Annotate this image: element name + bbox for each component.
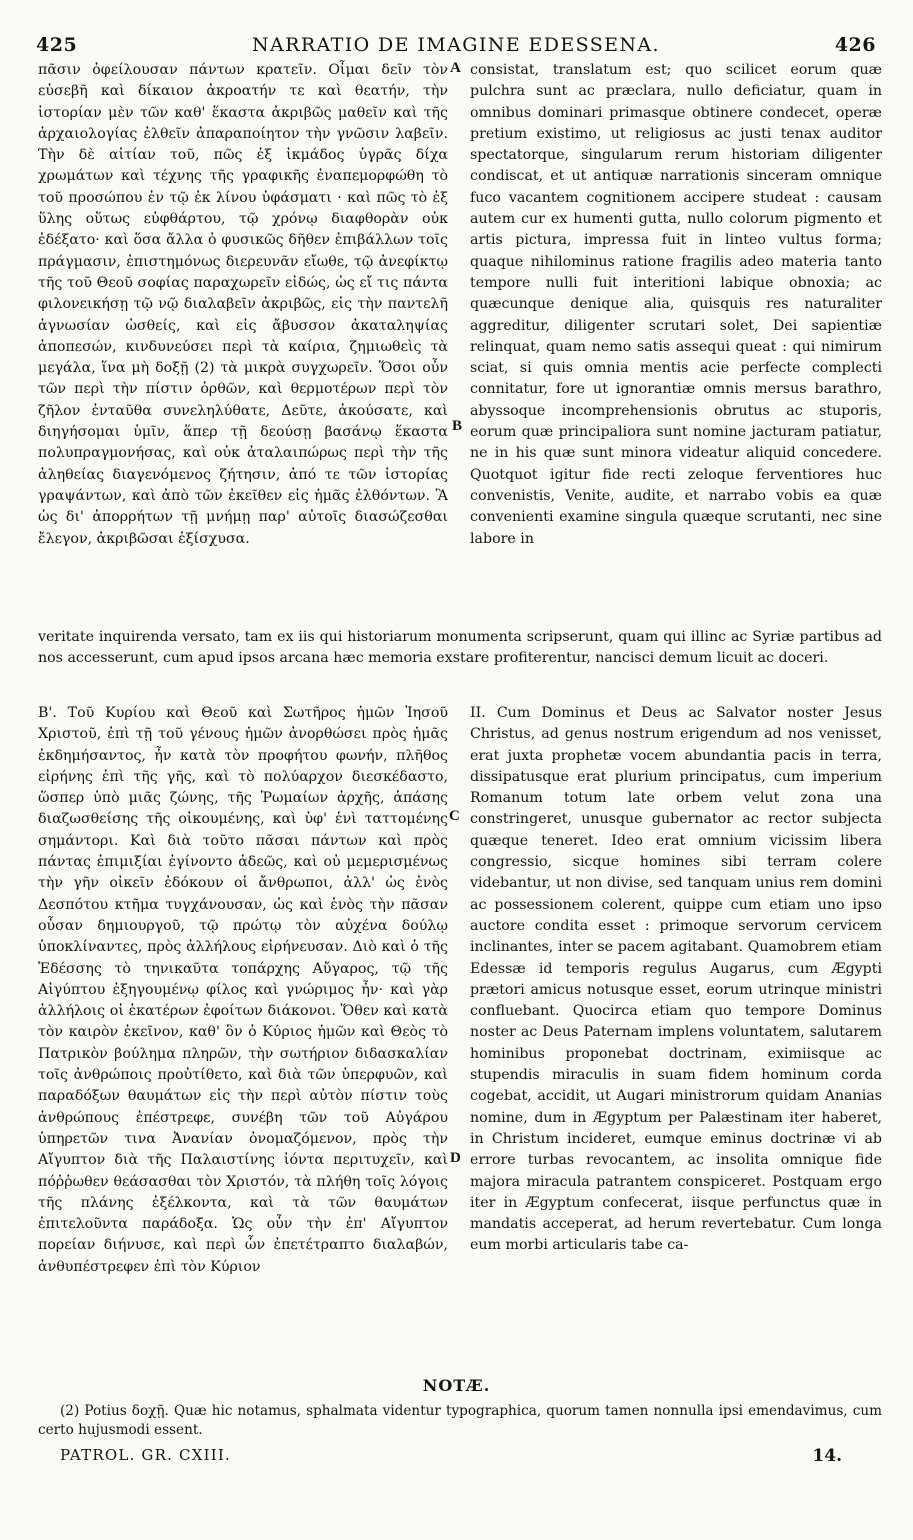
page-number-left: 425 (36, 34, 78, 56)
greek-column-section-2 (38, 703, 448, 1278)
running-header (36, 34, 876, 56)
signature-mark: PATROL. GR. CXIII. (60, 1446, 231, 1464)
latin-column-section-2 (470, 703, 882, 1257)
page-footer (38, 1446, 882, 1468)
greek-column-section-1 (38, 60, 448, 550)
latin-column-section-1 (470, 60, 882, 550)
margin-marker-c: C (449, 808, 460, 824)
gathering-number: 14. (812, 1446, 842, 1466)
footnote (38, 1402, 882, 1440)
margin-marker-d: D (450, 1150, 461, 1166)
footnote-text: (2) Potius δοχῇ. Quæ hic notamus, sphalmata videntur typographica, quorum tamen nonnulla ipsi emendavimus, cum certo hujusmodi essent. (38, 1403, 882, 1438)
greek-text-1: πᾶσιν ὀφείλουσαν πάντων κρατεῖν. Οἶμαι δεῖν τὸν εὐσεβῆ καὶ δίκαιον ἀκροατήν τε καὶ θεατήν, τὴν ἱστορίαν μὲν τῶν καθ' ἕκαστα ἀκριβῶς μαθεῖν καὶ τῆς ἀρχαιολογίας ἐλθεῖν ἀπαραποίητον τὴν γνῶσιν λαβεῖν. Τὴν δὲ αἰτίαν τοῦ, πῶς ἐξ ἰκμάδος ὑγρᾶς δίχα χρωμάτων καὶ τέχνης τῆς γραφικῆς ἐναπεμορφώθη τὸ τοῦ προσώπου ἐν τῷ ἐκ λίνου ὑφάσματι · καὶ πῶς τὸ ἐξ ὕλης οὕτως εὐφθάρτου, τῷ χρόνῳ διαφθορὰν οὐκ ἐδέξατο· καὶ ὅσα ἄλλα ὁ φυσικῶς δῆθεν ἐπιβάλλων τοῖς πράγμασιν, ἐπιστημόνως διερευνᾶν εἴωθε, τῷ ἀνεφίκτῳ τῆς τοῦ Θεοῦ σοφίας παραχωρεῖν εἰδώς, ὡς εἴ τις πάντα φιλονεικήσῃ τῷ νῷ διαλαβεῖν ἀκριβῶς, εἰς τὴν παντελῆ ἀγνωσίαν ὠσθείς, καὶ εἰς ἄβυσσον ἀκαταληψίας ἀποπεσών, κινδυνεύσει περὶ τὰ καίρια, ζημιωθεὶς τὰ μεγάλα, ἵνα μὴ δοξῇ (2) τὰ μικρὰ συγχωρεῖν. Ὅσοι οὖν τῶν περὶ τὴν πίστιν ὀρθῶν, καὶ θερμοτέρων περὶ τὸν ζῆλον ἐνταῦθα συνεληλύθατε, Δεῦτε, ἀκούσατε, καὶ διηγήσομαι ὑμῖν, ἅπερ τῇ δεούσῃ βασάνῳ ἕκαστα πολυπραγμονήσας, καὶ οὐκ ἀταλαιπώρως περὶ τὴν τῆς ἀληθείας διαγενόμενος ζήτησιν, ἀπό τε τῶν ἱστορίας γραψάντων, καὶ ἀπὸ τῶν ἐκεῖθεν εἰς ἡμᾶς ἐλθόντων. Ἃ ὡς δι' ἀπορρήτων τῇ μνήμῃ παρ' αὐτοῖς διασώζεσθαι ἔλεγον, ἀκριβῶσαι ἐξίσχυσα. (38, 62, 448, 547)
margin-marker-b: B (452, 418, 463, 434)
latin-text-1: consistat, translatum est; quo scilicet eorum quæ pulchra sunt ac præclara, nullo deficiatur, quam in omnibus dominari primasque obtinere condecet, operæ pretium existimo, ut religiosus ac justi tenax auditor spectatorque, singularum rerum historiam diligenter condiscat, et ut antiquæ narrationis sinceram omnique fuco vacantem cognitionem accipere studeat : causam autem cur ex humenti gutta, nullo colorum pigmento et artis pictura, impressa fuit in linteo vultus forma; quaque nihilominus ratione fragilis adeo materia tanto tempore nulli fuit interitioni labique obnoxia; ac quæcunque denique alia, quisquis res naturaliter aggreditur, diligenter scrutari solet, Dei sapientiæ relinquat, quam nemo satis assequi queat : qui nimirum sciat, si quis omnia mentis acie perfecte complecti connitatur, fore ut ignorantiæ omnis mersus barathro, abyssoque incomprehensionis obrutus ac stuporis, eorum quæ principaliora sunt nomine jacturam patiatur, ne in his quæ sunt minora videatur aliquid concedere. Quotquot igitur fide recti zeloque ferventiores huc convenistis, Venite, audite, et narrabo vobis ea quæ convenienti examine singula quæque scrutanti, nec sine labore in (470, 62, 882, 547)
greek-text-2: Β'. Τοῦ Κυρίου καὶ Θεοῦ καὶ Σωτῆρος ἡμῶν Ἰησοῦ Χριστοῦ, ἐπὶ τῇ τοῦ γένους ἡμῶν ἀνορθώσει πρὸς ἡμᾶς ἐκδημήσαντος, ἦν κατὰ τὸν προφήτου φωνήν, πλῆθος εἰρήνης ἐπὶ τῆς γῆς, καὶ τὸ πολύαρχον διεσκέδαστο, ὥσπερ ὑπὸ μιᾶς ζώνης, τῆς Ῥωμαίων ἀρχῆς, ἁπάσης διαζωσθείσης τῆς οἰκουμένης, καὶ ὑφ' ἑνὶ ταττομένης σημάντορι. Καὶ διὰ τοῦτο πᾶσαι πάντων καὶ πρὸς πάντας ἐπιμιξίαι ἐγίνοντο ἀδεῶς, καὶ οὐ μεμερισμένως τὴν γῆν οἰκεῖν ἐδόκουν οἱ ἄνθρωποι, ἀλλ' ὡς ἑνὸς Δεσπότου κτῆμα τυγχάνουσαν, ὡς καὶ ἑνὸς τὴν πᾶσαν οὖσαν δημιουργοῦ, τῷ πρώτῳ τὸν αὐχένα δούλῳ ὑποκλίναντες, πρὸς ἀλλήλους εἰρήνευσαν. Διὸ καὶ ὁ τῆς Ἐδέσσης τὸ τηνικαῦτα τοπάρχης Αὔγαρος, τῷ τῆς Αἰγύπτου ἐξηγουμένῳ φίλος καὶ γνώριμος ἦν· καὶ γὰρ ἀλλήλοις οἱ ἑκατέρων ἐφοίτων διάκονοι. Ὅθεν καὶ κατὰ τὸν καιρὸν ἐκεῖνον, καθ' ὃν ὁ Κύριος ἡμῶν καὶ Θεὸς τὸ Πατρικὸν βούλημα πληρῶν, τὴν σωτήριον διδασκαλίαν τοῖς ἀνθρώποις προὐτίθετο, καὶ διὰ τῶν ὑπερφυῶν, καὶ παραδόξων θαυμάτων εἰς τὴν περὶ αὐτὸν πίστιν τοὺς ἀνθρώπους ἐπέστρεφε, συνέβη τῶν τοῦ Αὐγάρου ὑπηρετῶν τινα Ἀνανίαν ὀνομαζόμενον, πρὸς τὴν Αἴγυπτον διὰ τῆς Παλαιστίνης ἰόντα περιτυχεῖν, καὶ πόῤῥωθεν θεάσασθαι τὸν Χριστόν, τὰ πλήθη τοῖς λόγοις τῆς πλάνης ἐξέλκοντα, καὶ τὰ τῶν θαυμάτων ἐπιτελοῦντα παράδοξα. Ὡς οὖν τὴν ἐπ' Αἴγυπτον πορείαν διήνυσε, καὶ περὶ ὧν ἐπετέτραπτο διαλαβών, ἀνθυπέστρεφεν ἐπὶ τὸν Κύριον (38, 705, 448, 1275)
full-width-latin-continuation (38, 627, 882, 670)
latin-text-2: II. Cum Dominus et Deus ac Salvator noster Jesus Christus, ad genus nostrum erigendum ad nos venisset, erat juxta prophetæ vocem abundantia pacis in terra, dissipatusque erat plurium principatus, cum imperium Romanum totum late orbem velut zona una constringeret, unusque gubernator ac rector subjecta quæque teneret. Ideo erat omnium vicissim libera congressio, sicque homines sibi terram colere videbantur, ut non divise, sed tanquam unius rem domini ac possessionem colerent, quippe cum etiam uno ipso auctore condita esset : primoque servorum cervicem inclinantes, inter se pacem agitabant. Quamobrem etiam Edessæ id temporis regulus Augarus, cum Ægypti prætori amicus notusque esset, eorum utrinque ministri confluebant. Quocirca etiam quo tempore Dominus noster ac Deus Paternam implens voluntatem, salutarem hominibus proponebat doctrinam, eximiisque ac stupendis miraculis in suam fidem hominum corda cogebat, accidit, ut Augari ministrorum quidam Ananias nomine, dum in Ægyptum per Palæstinam iter haberet, in Christum incideret, eumque eminus doctrinæ vi ab errore turbas revocantem, ac insolita omnique fide majora miracula patrantem conspiceret. Postquam ergo iter in Ægyptum confecerat, iisque perfunctus quæ in mandatis acceperat, ad herum revertebatur. Cum longa eum morbi articularis tabe ca- (470, 705, 882, 1254)
page-number-right: 426 (834, 34, 876, 56)
notes-heading: NOTÆ. (422, 1376, 491, 1395)
latin-continuation-text: veritate inquirenda versato, tam ex iis qui historiarum monumenta scripserunt, quam qui illinc ac Syriæ partibus ad nos accesserunt, cum apud ipsos arcana hæc memoria exstare profiterentur, nancisci demum licuit ac doceri. (38, 629, 882, 667)
running-title: NARRATIO DE IMAGINE EDESSENA. (251, 34, 660, 56)
margin-marker-a: A (450, 60, 461, 76)
